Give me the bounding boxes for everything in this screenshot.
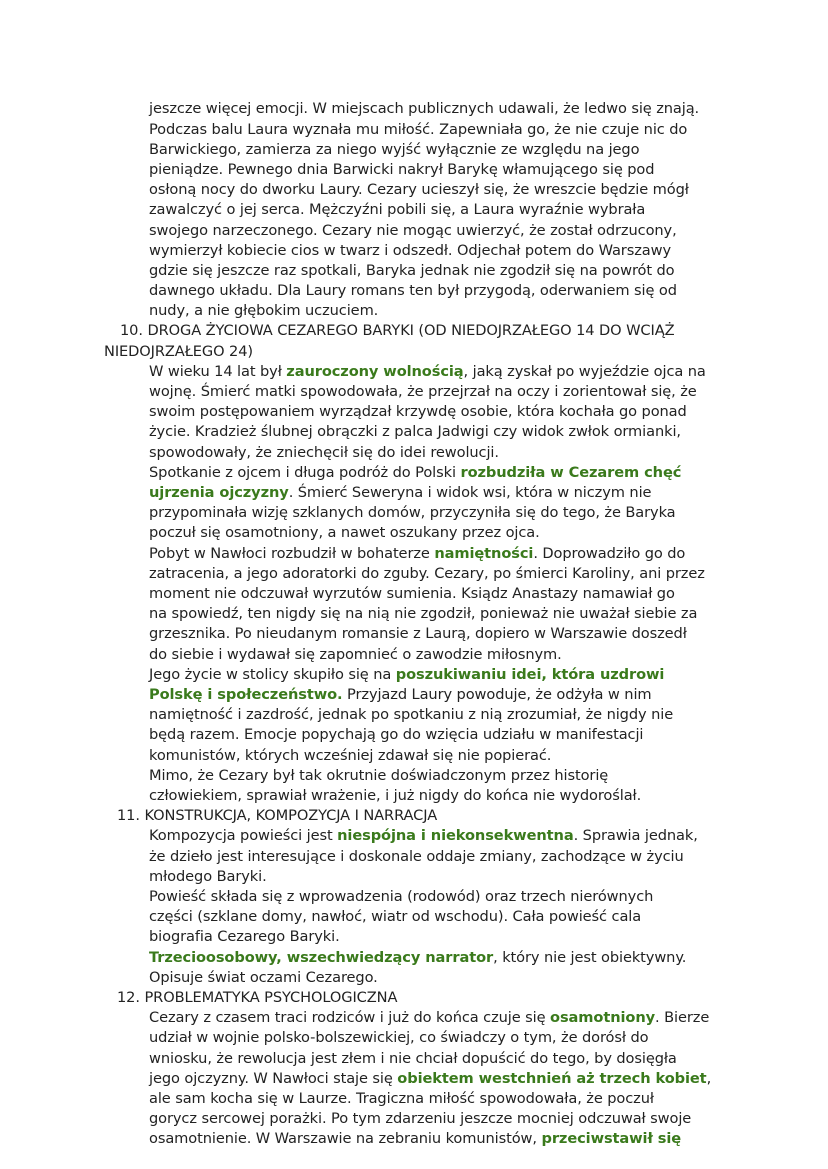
text-line: grzesznika. Po nieudanym romansie z Laurą, dopiero w Warszawie doszedł	[149, 625, 687, 642]
highlight: osamotniony	[550, 1009, 656, 1026]
text-line: Opisuje świat oczami Cezarego.	[149, 969, 378, 986]
text-line: swojego narzeczonego. Cezary nie mogąc uwierzyć, że został odrzucony,	[149, 222, 677, 239]
text-line: udział w wojnie polsko-bolszewickiej, co świadczy o tym, że dorósł do	[149, 1029, 649, 1046]
text-line: spowodowały, że zniechęcił się do idei rewolucji.	[149, 444, 499, 461]
text-line: osamotnienie. W Warszawie na zebraniu komunistów, przeciwstawił się	[149, 1130, 682, 1147]
section-10-heading-cont: NIEDOJRZAŁEGO 24)	[104, 343, 254, 360]
highlight: zauroczony wolnością	[286, 363, 464, 380]
text-line: życie. Kradzież ślubnej obrączki z palca Jadwigi czy widok zwłok ormianki,	[149, 423, 681, 440]
text-line: części (szklane domy, nawłoć, wiatr od wschodu). Cała powieść cala	[149, 908, 642, 925]
text-line: swoim postępowaniem wyrządzał krzywdę osobie, która kochała go ponad	[149, 403, 687, 420]
highlight: Polskę i społeczeństwo.	[149, 686, 343, 703]
text-line: zatracenia, a jego adoratorki do zguby. Cezary, po śmierci Karoliny, ani przez	[149, 565, 705, 582]
text-line: młodego Baryki.	[149, 868, 267, 885]
section-11-heading: 11. KONSTRUKCJA, KOMPOZYCJA I NARRACJA	[117, 807, 438, 824]
section-10-heading: 10. DROGA ŻYCIOWA CEZAREGO BARYKI (OD NIEDOJRZAŁEGO 14 DO WCIĄŻ	[120, 322, 675, 339]
text-line: Powieść składa się z wprowadzenia (rodowód) oraz trzech nierównych	[149, 888, 654, 905]
highlight: namiętności	[434, 545, 534, 562]
text-line: Pobyt w Nawłoci rozbudził w bohaterze namiętności. Doprowadziło go do	[149, 545, 686, 562]
text-line: będą razem. Emocje popychają go do wzięcia udziału w manifestacji	[149, 726, 644, 743]
text-line: osłoną nocy do dworku Laury. Cezary ucieszył się, że wreszcie będzie mógł	[149, 181, 689, 198]
text-line: człowiekiem, sprawiał wrażenie, i już nigdy do końca nie wydoroślał.	[149, 787, 642, 804]
text-line: moment nie odczuwał wyrzutów sumienia. Ksiądz Anastazy namawiał go	[149, 585, 675, 602]
text-line: wymierzył kobiecie cios w twarz i odszedł. Odjechał potem do Warszawy	[149, 242, 671, 259]
text-line: gorycz sercowej porażki. Po tym zdarzeniu jeszcze mocniej odczuwał swoje	[149, 1110, 692, 1127]
highlight: przeciwstawił się	[541, 1130, 682, 1147]
text-line: namiętność i zazdrość, jednak po spotkaniu z nią zrozumiał, że nigdy nie	[149, 706, 674, 723]
text-line: że dzieło jest interesujące i doskonale oddaje zmiany, zachodzące w życiu	[149, 848, 684, 865]
text-line: jego ojczyzny. W Nawłoci staje się obiektem westchnień aż trzech kobiet,	[149, 1070, 712, 1087]
text-line: Jego życie w stolicy skupiło się na poszukiwaniu idei, która uzdrowi	[149, 666, 665, 683]
text-line: na spowiedź, ten nigdy się na nią nie zgodził, ponieważ nie uważał siebie za	[149, 605, 698, 622]
text-line: jeszcze więcej emocji. W miejscach publicznych udawali, że ledwo się znają.	[149, 100, 700, 117]
text-line: Cezary z czasem traci rodziców i już do końca czuje się osamotniony. Bierze	[149, 1009, 710, 1026]
highlight: Trzecioosobowy, wszechwiedzący narrator	[149, 949, 494, 966]
text-line: gdzie się jeszcze raz spotkali, Baryka jednak nie zgodził się na powrót do	[149, 262, 675, 279]
text-line: Trzecioosobowy, wszechwiedzący narrator, który nie jest obiektywny.	[149, 949, 687, 966]
text-line: pieniądze. Pewnego dnia Barwicki nakrył Barykę włamującego się pod	[149, 161, 655, 178]
highlight: poszukiwaniu idei, która uzdrowi	[395, 666, 665, 683]
section-12-heading: 12. PROBLEMATYKA PSYCHOLOGICZNA	[117, 989, 398, 1006]
text-line: dawnego układu. Dla Laury romans ten był przygodą, oderwaniem się od	[149, 282, 677, 299]
text-line: W wieku 14 lat był zauroczony wolnością, jaką zyskał po wyjeździe ojca na	[149, 363, 706, 380]
highlight: obiektem westchnień aż trzech kobiet	[397, 1070, 707, 1087]
text-line: komunistów, których wcześniej zdawał się nie popierać.	[149, 747, 552, 764]
text-line: poczuł się osamotniony, a nawet oszukany przez ojca.	[149, 524, 540, 541]
text-line: ujrzenia ojczyzny. Śmierć Seweryna i widok wsi, która w niczym nie	[149, 484, 652, 501]
text-line: wniosku, że rewolucja jest złem i nie chciał dopuścić do tego, by dosięgła	[149, 1050, 677, 1067]
text-line: Barwickiego, zamierza za niego wyjść wyłącznie ze względu na jego	[149, 141, 640, 158]
highlight: ujrzenia ojczyzny	[149, 484, 289, 501]
text-line: Polskę i społeczeństwo. Przyjazd Laury powoduje, że odżyła w nim	[149, 686, 652, 703]
text-line: Mimo, że Cezary był tak okrutnie doświadczonym przez historię	[149, 767, 609, 784]
text-line: wojnę. Śmierć matki spowodowała, że przejrzał na oczy i zorientował się, że	[149, 383, 697, 400]
text-line: Spotkanie z ojcem i długa podróż do Polski rozbudziła w Cezarem chęć	[149, 464, 682, 481]
text-line: zawalczyć o jej serca. Mężczyźni pobili się, a Laura wyraźnie wybrała	[149, 201, 646, 218]
highlight: rozbudziła w Cezarem chęć	[460, 464, 682, 481]
text-line: ale sam kocha się w Laurze. Tragiczna miłość spowodowała, że poczuł	[149, 1090, 654, 1107]
highlight: niespójna i niekonsekwentna	[337, 827, 574, 844]
text-line: biografia Cezarego Baryki.	[149, 928, 340, 945]
text-line: przypominała wizję szklanych domów, przyczyniła się do tego, że Baryka	[149, 504, 676, 521]
text-line: do siebie i wydawał się zapomnieć o zawodzie miłosnym.	[149, 646, 562, 663]
text-line: Podczas balu Laura wyznała mu miłość. Zapewniała go, że nie czuje nic do	[149, 121, 688, 138]
text-line: Kompozycja powieści jest niespójna i niekonsekwentna. Sprawia jednak,	[149, 827, 698, 844]
text-line: nudy, a nie głębokim uczuciem.	[149, 302, 379, 319]
